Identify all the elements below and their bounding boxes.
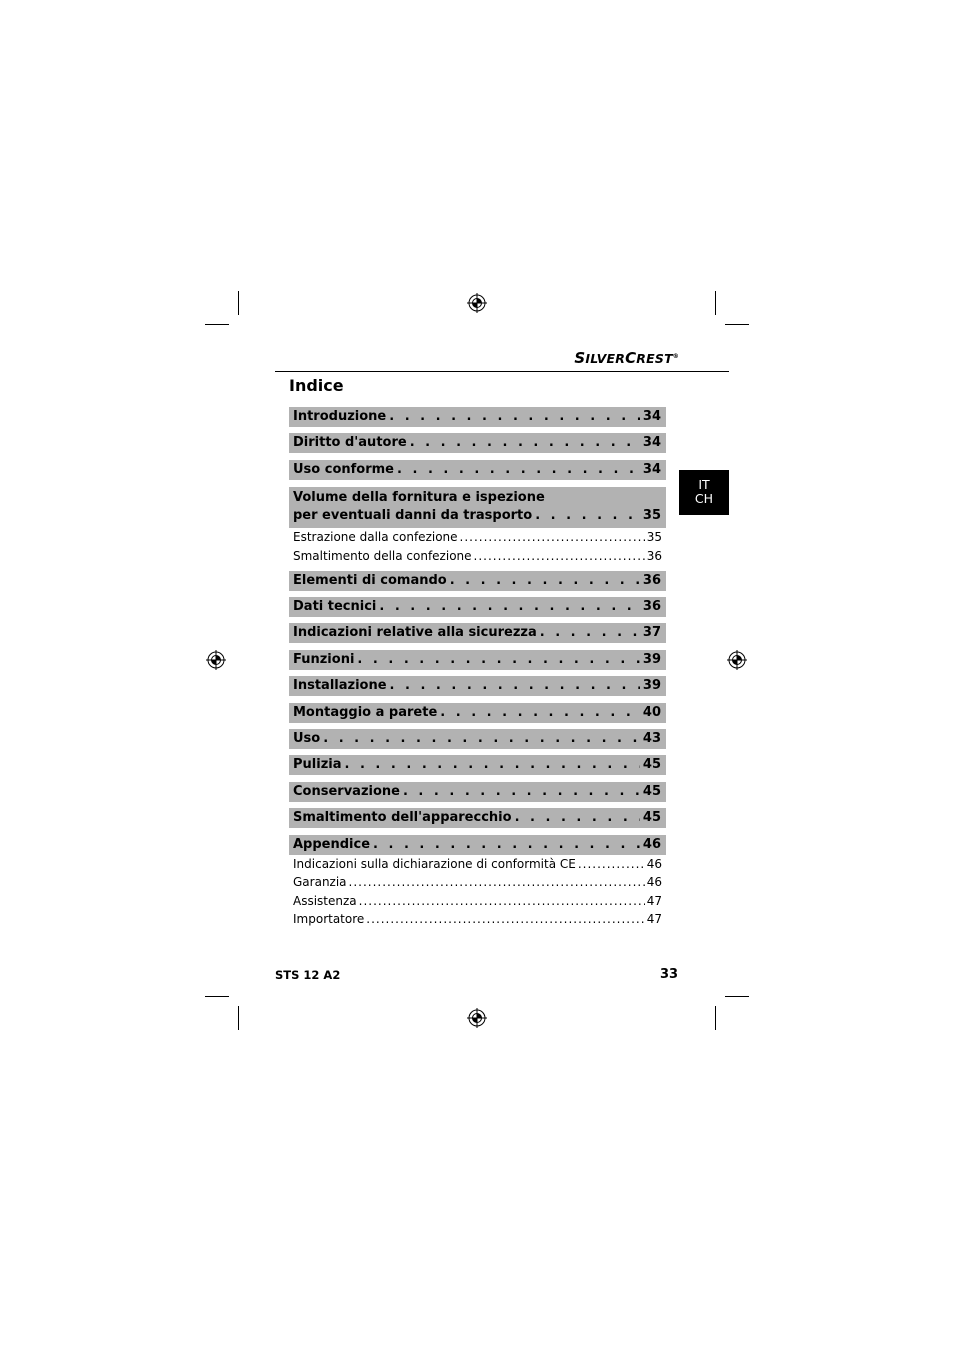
language-tab [679,470,729,515]
brand-logo: SILVERCREST® [574,349,679,367]
crop-mark [725,324,749,325]
toc-entry-conservazione[interactable]: Conservazione . . . 45 [289,782,666,802]
crop-mark [205,996,229,997]
crop-mark [715,1006,716,1030]
toc-entry-uso-conforme[interactable]: Uso conforme . . . 34 [289,460,666,480]
toc-entry-dati-tecnici[interactable]: Dati tecnici . . . 36 [289,597,666,617]
toc-entry-introduzione[interactable]: Introduzione . . . 34 [289,407,666,427]
country-code: CH [694,491,714,506]
model-number: STS 12 A2 [275,968,341,982]
crop-mark [205,324,229,325]
toc-subentry[interactable]: Garanzia ..... 46 [293,874,662,890]
toc-entry-installazione[interactable]: Installazione . . . 39 [289,676,666,696]
toc-entry-elementi-comando[interactable]: Elementi di comando . . . 36 [289,571,666,591]
toc-entry-smaltimento-apparecchio[interactable]: Smaltimento dell'apparecchio . . . 45 [289,808,666,828]
toc-entry-volume-fornitura[interactable]: Volume della fornitura e ispezione per eventuali danni da trasporto . . . 35 [289,487,666,528]
toc-entry-appendice[interactable]: Appendice . . . 46 [289,835,666,855]
registration-mark-icon [467,293,487,313]
toc-subentry[interactable]: Estrazione dalla confezione ..... 35 [293,529,662,545]
toc-subentry[interactable]: Smaltimento della confezione ..... 36 [293,548,662,564]
toc-entry-montaggio-parete[interactable]: Montaggio a parete . . . 40 [289,703,666,723]
page-number: 33 [660,967,679,982]
toc-entry-pulizia[interactable]: Pulizia . . . 45 [289,755,666,775]
crop-mark [715,291,716,315]
crop-mark [238,1006,239,1030]
toc-subentry[interactable]: Indicazioni sulla dichiarazione di conformità CE ..... 46 [293,856,662,872]
toc-entry-funzioni[interactable]: Funzioni . . . 39 [289,650,666,670]
crop-mark [238,291,239,315]
toc-subentry[interactable]: Assistenza ..... 47 [293,893,662,909]
page-title: Indice [289,376,344,395]
header-rule [275,371,729,372]
toc-entry-sicurezza[interactable]: Indicazioni relative alla sicurezza . . . 37 [289,623,666,643]
toc-subentry[interactable]: Importatore ..... 47 [293,911,662,927]
toc-entry-diritto-autore[interactable]: Diritto d'autore . . . 34 [289,433,666,453]
toc-entry-uso[interactable]: Uso . . . 43 [289,729,666,749]
registration-mark-icon [206,650,226,670]
crop-mark [725,996,749,997]
language-code: IT [698,477,710,492]
registration-mark-icon [467,1008,487,1028]
registration-mark-icon [727,650,747,670]
